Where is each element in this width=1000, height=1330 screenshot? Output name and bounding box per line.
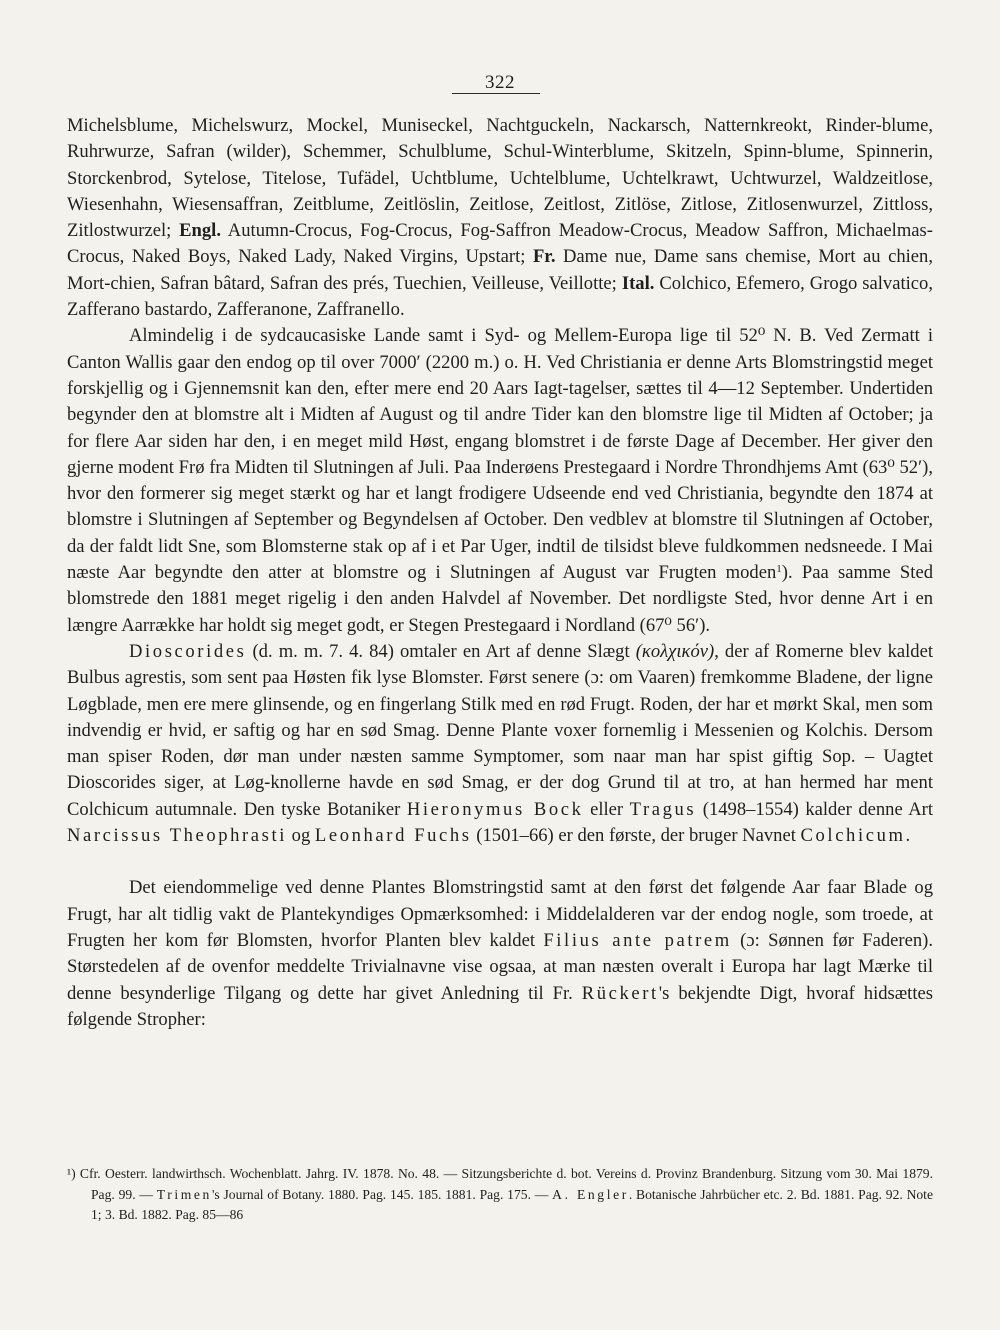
language-label-french: Fr.	[532, 246, 556, 268]
text-run: , der af Romerne blev kaldet Bulbus agrestis, som sent paa Høsten fik lyse Blomster. Først senere (ɔ: om Vaaren) fremkomme Bladene, der ligne Løgblade, men ere mere glinsende, og en fingerlang Stilk med en rød Frugt. Roden, der har et mørkt Skal, men som indvendig er hvid, er saftig og har en sød Smag. Denne Plante voxer fornemlig i Messenien og Kolchis. Dersom man spiser Roden, dør man under næsten samme Symptomer, som naar man har spist giftig Sop. – Uagtet Dioscorides siger, at Løg-knollerne havde en sød Smag, er der dog Grund til at tro, at han hermed har ment Colchicum autumnale. Den tyske Botaniker	[67, 640, 933, 820]
name-colchicum: Colchicum	[800, 825, 906, 847]
footnotes	[67, 1164, 933, 1226]
page-number: 322	[485, 72, 515, 93]
name-trimen: Trimen	[156, 1186, 212, 1202]
text-run: (d. m. m. 7. 4. 84) omtaler en Art af denne Slægt	[246, 640, 636, 662]
text-run: 's Journal of Botany. 1880. Pag. 145. 185. 1881. Pag. 175. —	[211, 1186, 553, 1202]
text-run: . Botanische Jahrbücher etc. 2. Bd. 1881. Pag. 92. Note 1; 3. Bd. 1882. Pag. 85—86	[91, 1186, 933, 1222]
text-run: Almindelig i de sydcaucasiske Lande samt i Syd- og Mellem-Europa lige til 52⁰ N. B. Ved Zermatt i Canton Wallis gaar den endog op til over 7000′ (2200 m.) o. H. Ved Christiania er denne Arts Blomstringstid meget forskjellig og i Gjennemsnit kan den, efter mere end 20 Aars Iagt-tagelser, sættes til 4—12 September. Undertiden begynder den at blomstre alt i Midten af August og til andre Tider kan den blomstre lige til Midten af October; ja for flere Aar siden har den, i en meget mild Høst, engang blomstret i de første Dage af December. Her giver den gjerne modent Frø fra Midten til Slutningen af Juli. Paa Inderøens Prestegaard i Nordre Throndhjems Amt (63⁰ 52′), hvor den formerer sig meget stærkt og har et langt frodigere Udseende end ved Christiania, begyndte den 1874 at blomstre i Slutningen af September og Begyndelsen af October. Den vedblev at blomstre til Slutningen af October, da der faldt lidt Sne, som Blomsterne stak op af i et Par Uger, indtil de tilsidst bleve fuldkommen nedsneede. I Mai næste Aar begyndte den atter at blomstre og i Slutningen af August var Frugten moden	[67, 325, 933, 584]
text-run: Michelsblume, Michelswurz, Mockel, Muniseckel, Nachtguckeln, Nackarsch, Natternkreokt, Rinder-blume, Ruhrwurze, Safran (wilder), Schemmer, Schulblume, Schul-Winterblume, Skitzeln, Spinn-blume, Spinnerin, Storckenbrod, Sytelose, Titelose, Tufädel, Uchtblume, Uchtelblume, Uchtelkrawt, Uchtwurzel, Waldzeitlose, Wiesenhahn, Wiesensaffran, Zeitblume, Zeitlöslin, Zeitlose, Zeitlost, Zitlöse, Zitlose, Zitlosenwurzel, Zittloss, Zitlostwurzel;	[67, 115, 933, 242]
language-label-english: Engl.	[179, 220, 221, 242]
text-run: Colchico, Efemero, Grogo salvatico, Zafferano bastardo, Zafferanone, Zaffranello.	[67, 272, 933, 321]
name-tragus: Tragus	[629, 798, 697, 820]
greek-term: (κολχικόν)	[635, 640, 715, 662]
name-dioscorides: Dioscorides	[129, 640, 247, 662]
text-run: (1501–66) er den første, der bruger Navnet	[471, 825, 801, 847]
text-run: Autumn-Crocus, Fog-Crocus, Fog-Saffron Meadow-Crocus, Meadow Saffron, Michaelmas-Crocus, Naked Boys, Naked Lady, Naked Virgins, Upstart;	[67, 220, 933, 268]
name-fuchs: Leonhard Fuchs	[314, 825, 472, 847]
footnote-1	[67, 1164, 933, 1226]
name-bock: Hieronymus Bock	[406, 798, 584, 820]
text-run: ). Paa samme Sted blomstrede den 1881 meget rigelig i den anden Halvdel af November. Det nordligste Sted, hvor denne Art i en længre Aarrække har holdt sig meget godt, er Stegen Prestegaard i Nordland (67⁰ 56′).	[67, 562, 933, 636]
paragraph-distribution	[67, 323, 933, 639]
body-text	[67, 113, 933, 1033]
paragraph-history	[67, 639, 933, 849]
text-run: Det eiendommelige ved denne Plantes Blomstringstid samt at den først det følgende Aar faar Blade og Frugt, har alt tidlig vakt de Plantekyndiges Opmærksomhed: i Middelalderen var der endog nogle, som troede, at Frugten her kom før Blomsten, hvorfor Planten blev kaldet	[67, 877, 933, 951]
text-run: og	[287, 825, 315, 847]
text-run: (1498–1554) kalder denne Art	[696, 798, 933, 820]
name-filius: Filius ante patrem	[543, 929, 732, 951]
paragraph-flowering	[67, 875, 933, 1033]
name-narcissus: Narcissus Theophrasti	[67, 825, 288, 847]
language-label-italian: Ital.	[621, 272, 655, 294]
footnote-mark: ¹)	[67, 1166, 76, 1181]
name-ruckert: Rückert	[581, 982, 659, 1004]
text-run: eller	[583, 798, 630, 820]
text-run: Dame nue, Dame sans chemise, Mort au chien, Mort-chien, Safran bâtard, Safran des prés, Tuechien, Veilleuse, Veillotte;	[67, 246, 933, 294]
text-run: .	[905, 825, 911, 847]
text-run: 's bekjendte Digt, hvoraf hidsættes følgende Stropher:	[67, 982, 933, 1030]
text-run: (ɔ: Sønnen før Faderen). Størstedelen af de ovenfor meddelte Trivialnavne vise ogsaa, at man næsten overalt i Europa har lagt Mærke til denne besynderlige Tilgang og dette har givet Anledning til Fr.	[67, 929, 933, 1004]
page-number-rule	[452, 93, 540, 94]
name-engler: A. Engler	[552, 1186, 629, 1202]
paragraph-vernacular-names	[67, 113, 933, 323]
footnote-reference: 1	[776, 563, 782, 576]
text-run: Cfr. Oesterr. landwirthsch. Wochenblatt. Jahrg. IV. 1878. No. 48. — Sitzungsberichte d. bot. Vereins d. Provinz Brandenburg. Sitzung vom 30. Mai 1879. Pag. 99. —	[75, 1166, 933, 1202]
